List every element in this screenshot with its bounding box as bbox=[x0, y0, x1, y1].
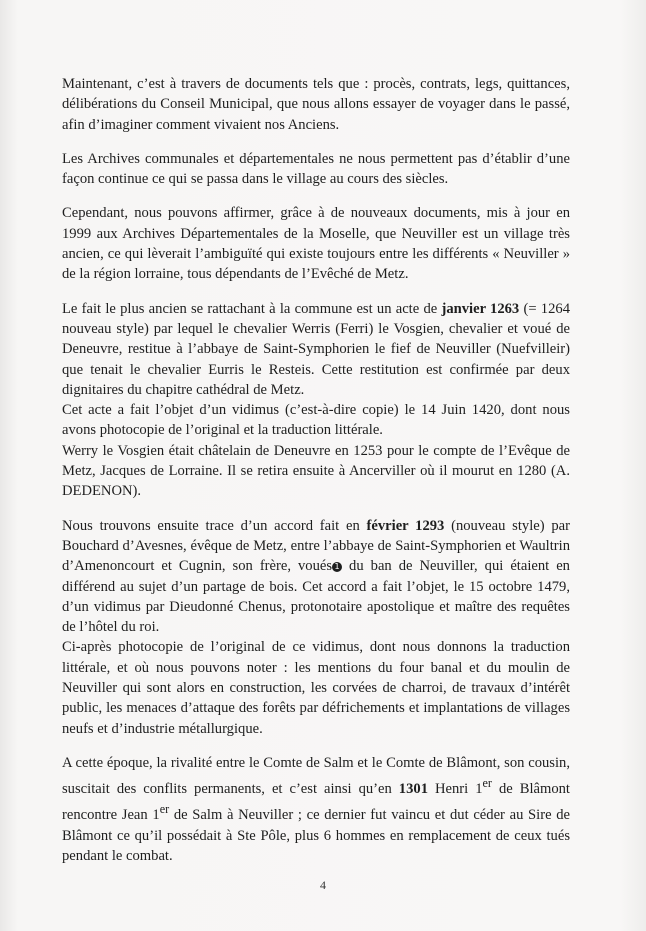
paragraph-vidimus-notes: Ci-après photocopie de l’original de ce vidimus, dont nous donnons la traduction littérale, et où nous pouvons noter : les mentions du four banal et du moulin de Neuviller qui sont alors en construction, les corvées de charroi, de travaux d’intérêt public, les menaces d’attaque des forêts par défrichements et implantations de villages neufs et d’industrie métallurgique. bbox=[62, 639, 570, 737]
paragraph-vidimus-1420: Cet acte a fait l’objet d’un vidimus (c’est-à-dire copie) le 14 Juin 1420, dont nous avons photocopie de l’original et la traduction littérale. bbox=[62, 402, 570, 439]
date-highlight: février 1293 bbox=[366, 517, 445, 534]
page-number: 4 bbox=[320, 878, 326, 892]
paragraph-werry: Werry le Vosgien était châtelain de Deneuvre en 1253 pour le compte de l’Evêque de Metz, Jacques de Lorraine. Il se retira ensuite à Ancerviller où il mourut en 1280 (A. DEDENON). bbox=[62, 442, 570, 500]
paragraph-ancient-village: Cependant, nous pouvons affirmer, grâce à de nouveaux documents, mis à jour en 1999 aux Archives Départementales de la Moselle, que Neuviller est un village très ancien, ce qui lèverait l’ambiguïté qui existe toujours entre les différents « Neuviller » de la région lorraine, tous dépendants de l’Evêché de Metz. bbox=[62, 205, 570, 283]
footnote-marker: 1 bbox=[332, 562, 342, 572]
body-text bbox=[62, 74, 570, 880]
date-highlight: janvier 1263 bbox=[441, 300, 520, 317]
paragraph-rivalry: A cette époque, la rivalité entre le Comte de Salm et le Comte de Blâmont, son cousin, suscitait des conflits permanents, et c’est ainsi qu’en 1301 Henri 1er de Blâmont rencontre Jean 1er de Salm à Neuviller ; ce dernier fut vaincu et dut céder au Sire de Blâmont ce qu’il possédait à Ste Pôle, plus 6 hommes en remplacement de ceux tués pendant le combat. bbox=[62, 754, 571, 864]
paragraph-1263-act: Le fait le plus ancien se rattachant à la commune est un acte de janvier 1263 (= 1264 nouveau style) par lequel le chevalier Werris (Ferri) le Vosgien, chevalier et voué de Deneuvre, restitue à l’abbaye de Saint-Symphorien le fief de Neuviller (Nuefvilleir) que tenait le chevalier Eurris le Resteis. Cette restitution est confirmée par deux dignitaires du chapitre cathédral de Metz. bbox=[62, 300, 570, 398]
paragraph-1293-accord: Nous trouvons ensuite trace d’un accord fait en février 1293 (nouveau style) par Bouchard d’Avesnes, évêque de Metz, entre l’abbaye de Saint-Symphorien et Waultrin d’Amenoncourt et Cugnin, son frère, voués 1 du ban de Neuviller, qui étaient en différend au sujet d’un partage de bois. Cet accord a fait l’objet, le 15 octobre 1479, d’un vidimus par Dieudonné Chenus, protonotaire apostolique et maître des requêtes de l’hôtel du roi. bbox=[62, 517, 570, 636]
paragraph-intro: Maintenant, c’est à travers de documents tels que : procès, contrats, legs, quittances, délibérations du Conseil Municipal, que nous allons essayer de voyager dans le passé, afin d’imaginer comment vivaient nos Anciens. bbox=[62, 76, 570, 133]
date-highlight: 1301 bbox=[398, 781, 428, 798]
paragraph-archives: Les Archives communales et départementales ne nous permettent pas d’établir d’une façon continue ce qui se passa dans le village au cours des siècles. bbox=[62, 150, 570, 188]
